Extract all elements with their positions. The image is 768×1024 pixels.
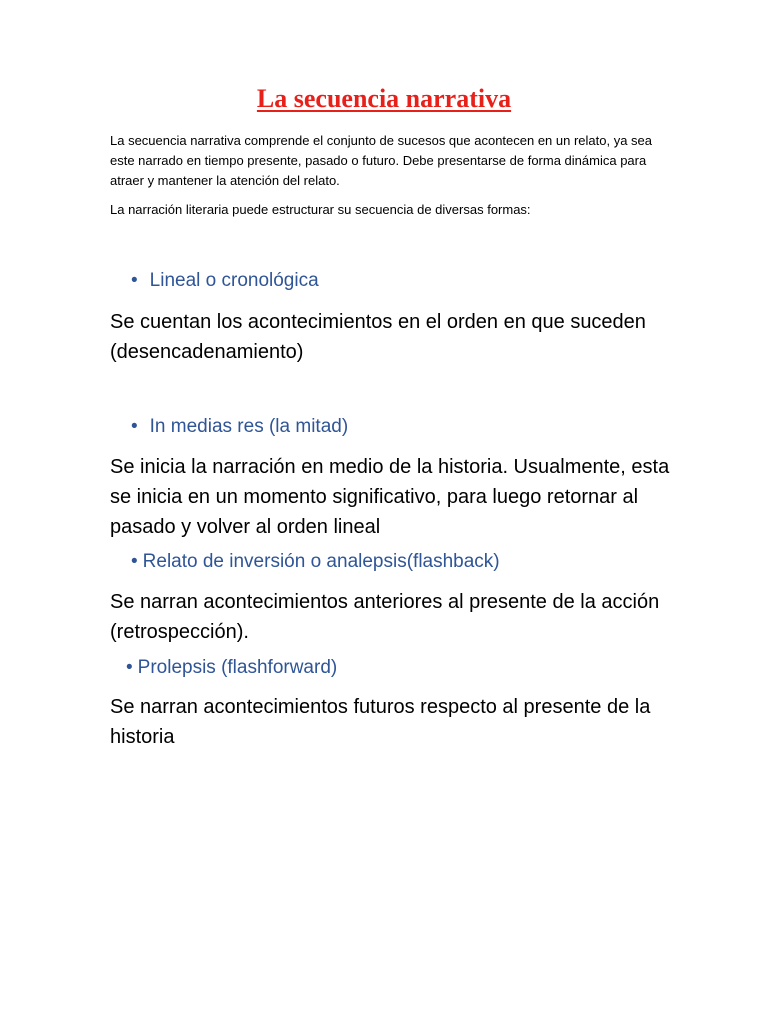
- section-heading-label: Prolepsis (flashforward): [137, 657, 338, 678]
- intro-paragraph: La narración literaria puede estructurar su secuencia de diversas formas:: [110, 202, 531, 217]
- section-heading-prolepsis: [126, 655, 337, 681]
- section-text: Se narran acontecimientos anteriores al presente de la acción (retrospección).: [110, 591, 660, 643]
- bullet-icon: •: [131, 551, 138, 572]
- bullet-icon: •: [131, 416, 138, 437]
- section-heading-label: Relato de inversión o analepsis(flashback): [142, 551, 500, 572]
- bullet-icon: •: [126, 657, 133, 678]
- section-text: Se inicia la narración en medio de la historia. Usualmente, esta se inicia en un momento significativo, para luego retornar al pasado y volver al orden lineal: [110, 456, 670, 538]
- section-text: Se narran acontecimientos futuros respecto al presente de la historia: [110, 696, 651, 748]
- page-title: La secuencia narrativa: [256, 84, 512, 113]
- section-heading-label: In medias res (la mitad): [149, 416, 349, 437]
- section-heading-analepsis: [131, 549, 500, 575]
- intro-paragraph: La secuencia narrativa comprende el conjunto de sucesos que acontecen en un relato, ya sea este narrado en tiempo presente, pasado o futuro. Debe presentarse de forma dinámica para atraer y mantener la atención del relato.: [110, 133, 653, 188]
- section-heading-lineal: [131, 268, 319, 294]
- section-heading-in-medias-res: [131, 414, 348, 440]
- bullet-icon: •: [131, 270, 138, 291]
- section-heading-label: Lineal o cronológica: [149, 270, 319, 291]
- section-text: Se cuentan los acontecimientos en el orden en que suceden (desencadenamiento): [110, 311, 646, 363]
